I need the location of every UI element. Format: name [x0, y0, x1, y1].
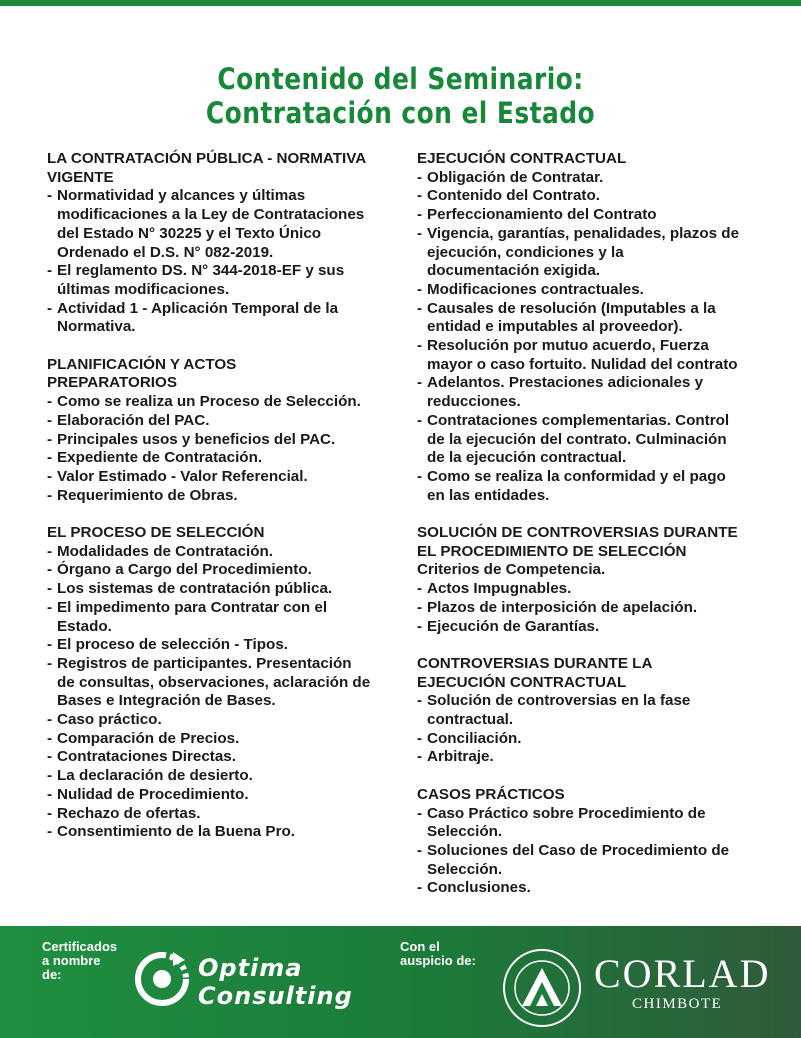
list-item-line: entidad e imputables al proveedor).: [427, 318, 683, 336]
dash-bullet-icon: -: [47, 823, 53, 841]
dash-bullet-icon: -: [47, 411, 53, 429]
content-section: [47, 524, 407, 842]
list-item: [47, 561, 407, 580]
list-item: [47, 580, 407, 599]
list-item-line: Solución de controversias en la fase: [427, 692, 691, 710]
list-item-line: en las entidades.: [427, 486, 550, 504]
list-item: [47, 393, 407, 412]
list-item: [47, 262, 407, 299]
topic-list: [417, 692, 777, 767]
section-heading: LA CONTRATACIÓN PÚBLICA - NORMATIVA: [47, 150, 367, 167]
dash-bullet-icon: -: [47, 187, 53, 205]
section-heading: EL PROCESO DE SELECCIÓN: [47, 524, 265, 542]
dash-bullet-icon: -: [47, 299, 53, 317]
dash-bullet-icon: -: [417, 280, 423, 298]
list-item-line: Conclusiones.: [427, 879, 531, 897]
dash-bullet-icon: -: [47, 393, 53, 411]
list-item: [417, 468, 777, 505]
certificates-label: [42, 940, 122, 982]
section-heading: CONTROVERSIAS DURANTE LA: [417, 654, 653, 672]
right-column: [417, 150, 777, 917]
list-item-line: Registros de participantes. Presentación: [57, 654, 352, 672]
content-section: [47, 150, 407, 337]
dash-bullet-icon: -: [47, 729, 53, 747]
topic-list: [47, 393, 407, 505]
list-item-line: Rechazo de ofertas.: [57, 804, 201, 822]
certificates-label-line: a nombre: [42, 953, 101, 968]
list-item-line: Elaboración del PAC.: [57, 411, 210, 429]
sponsor-label-line: auspicio de:: [400, 953, 476, 968]
list-item-line: Como se realiza la conformidad y el pago: [427, 467, 726, 485]
list-item-line: Nulidad de Procedimiento.: [57, 785, 249, 803]
list-item: [417, 169, 777, 188]
dash-bullet-icon: -: [47, 748, 53, 766]
list-item-line: modificaciones a la Ley de Contrataciones: [57, 206, 365, 224]
list-item-line: Adelantos. Prestaciones adicionales y: [427, 374, 704, 392]
list-item: [417, 730, 777, 749]
list-item-line: Plazos de interposición de apelación.: [427, 598, 698, 616]
corlad-city: CHIMBOTE: [632, 996, 723, 1012]
dash-bullet-icon: -: [47, 580, 53, 598]
left-column: [47, 150, 407, 861]
list-item-line: Órgano a Cargo del Procedimiento.: [57, 561, 312, 579]
dash-bullet-icon: -: [417, 168, 423, 186]
list-item-line: Bases e Integración de Bases.: [57, 692, 276, 710]
dash-bullet-icon: -: [417, 224, 423, 242]
dash-bullet-icon: -: [417, 617, 423, 635]
list-item-line: Estado.: [57, 617, 112, 635]
dash-bullet-icon: -: [417, 374, 423, 392]
list-item-line: Expediente de Contratación.: [57, 449, 263, 467]
page-title: [56, 62, 745, 130]
list-item-line: El proceso de selección - Tipos.: [57, 636, 288, 654]
list-item-line: Obligación de Contratar.: [427, 168, 604, 186]
list-item: [47, 300, 407, 337]
dash-bullet-icon: -: [417, 467, 423, 485]
list-item-line: Caso práctico.: [57, 711, 162, 729]
optima-logo-icon: [133, 950, 191, 1008]
list-item: [47, 431, 407, 450]
list-item-line: mayor o caso fortuito. Nulidad del contrato: [427, 355, 738, 373]
section-heading: EL PROCEDIMIENTO DE SELECCIÓN: [417, 542, 687, 560]
optima-consulting-logo: [198, 954, 353, 1010]
list-item-line: Comparación de Precios.: [57, 729, 240, 747]
list-item: [417, 374, 777, 411]
topic-list: [417, 169, 777, 506]
list-item: [417, 618, 777, 637]
list-item: [47, 599, 407, 636]
dash-bullet-icon: -: [47, 542, 53, 560]
list-item-line: Normativa.: [57, 318, 136, 336]
list-item-line: El impedimento para Contratar con el: [57, 598, 328, 616]
content-section: [417, 150, 777, 505]
dash-bullet-icon: -: [417, 841, 423, 859]
list-item: [417, 281, 777, 300]
list-item: [47, 730, 407, 749]
list-item: [47, 412, 407, 431]
list-item: [47, 786, 407, 805]
list-item: [417, 842, 777, 879]
list-item-line: Resolución por mutuo acuerdo, Fuerza: [427, 337, 709, 355]
dash-bullet-icon: -: [47, 449, 53, 467]
list-item-line: Contrataciones Directas.: [57, 748, 236, 766]
list-item-line: últimas modificaciones.: [57, 280, 230, 298]
list-item: [47, 748, 407, 767]
topic-list: [417, 580, 777, 636]
dash-bullet-icon: -: [417, 729, 423, 747]
list-item: [47, 468, 407, 487]
consulting-word: Consulting: [198, 982, 353, 1010]
list-item: [417, 300, 777, 337]
list-item-line: Selección.: [427, 823, 503, 841]
list-item: [417, 805, 777, 842]
list-item-line: de la ejecución del contrato. Culminación: [427, 430, 727, 448]
list-item-line: Requerimiento de Obras.: [57, 486, 238, 504]
list-item-line: Selección.: [427, 860, 503, 878]
dash-bullet-icon: -: [47, 711, 53, 729]
list-item-line: de consultas, observaciones, aclaración de: [57, 673, 371, 691]
content-section: [417, 655, 777, 767]
list-item-line: El reglamento DS. N° 344-2018-EF y sus: [57, 262, 345, 280]
dash-bullet-icon: -: [47, 486, 53, 504]
list-item: [47, 449, 407, 468]
list-item-line: Contenido del Contrato.: [427, 187, 600, 205]
dash-bullet-icon: -: [417, 879, 423, 897]
dash-bullet-icon: -: [417, 804, 423, 822]
list-item-line: La declaración de desierto.: [57, 767, 253, 785]
section-heading: PLANIFICACIÓN Y ACTOS: [47, 355, 237, 373]
list-item: [417, 225, 777, 281]
corlad-seal-icon: [500, 946, 584, 1030]
content-section: [417, 524, 777, 636]
title-line-2: Contratación con el Estado: [205, 96, 596, 130]
dash-bullet-icon: -: [47, 430, 53, 448]
topic-list: [417, 805, 777, 899]
list-item-line: de la ejecución contractual.: [427, 449, 627, 467]
list-item-line: Como se realiza un Proceso de Selección.: [57, 393, 361, 411]
list-item: [417, 187, 777, 206]
list-item: [47, 655, 407, 711]
list-item-line: reducciones.: [427, 393, 521, 411]
list-item-line: contractual.: [427, 711, 514, 729]
dash-bullet-icon: -: [417, 598, 423, 616]
dash-bullet-icon: -: [417, 748, 423, 766]
dash-bullet-icon: -: [417, 692, 423, 710]
list-item: [417, 599, 777, 618]
list-item-line: Principales usos y beneficios del PAC.: [57, 430, 336, 448]
certificates-label-line: Certificados: [42, 939, 118, 954]
list-item: [417, 879, 777, 898]
sponsor-label-line: Con el: [400, 939, 440, 954]
list-item-line: Los sistemas de contratación pública.: [57, 580, 333, 598]
list-item: [47, 636, 407, 655]
dash-bullet-icon: -: [417, 206, 423, 224]
list-item: [417, 412, 777, 468]
section-heading: EJECUCIÓN CONTRACTUAL: [417, 150, 627, 167]
list-item: [47, 711, 407, 730]
list-item-line: Modificaciones contractuales.: [427, 280, 644, 298]
list-item: [47, 487, 407, 506]
section-heading: CASOS PRÁCTICOS: [417, 785, 565, 803]
dash-bullet-icon: -: [47, 767, 53, 785]
dash-bullet-icon: -: [47, 654, 53, 672]
optima-word: Optima: [198, 954, 303, 982]
title-line-1: Contenido del Seminario:: [217, 62, 584, 96]
list-item: [47, 805, 407, 824]
dash-bullet-icon: -: [47, 467, 53, 485]
list-item-line: Conciliación.: [427, 729, 522, 747]
content-section: [47, 356, 407, 506]
footer-banner: [0, 926, 801, 1038]
list-item: [417, 748, 777, 767]
sponsor-label: [400, 940, 490, 968]
list-item-line: Actos Impugnables.: [427, 580, 572, 598]
list-item-line: Causales de resolución (Imputables a la: [427, 299, 716, 317]
dash-bullet-icon: -: [417, 299, 423, 317]
dash-bullet-icon: -: [47, 598, 53, 616]
list-item: [47, 767, 407, 786]
dash-bullet-icon: -: [47, 636, 53, 654]
dash-bullet-icon: -: [417, 411, 423, 429]
certificates-label-line: de:: [42, 967, 62, 982]
section-heading: EJECUCIÓN CONTRACTUAL: [417, 673, 627, 691]
content-section: [417, 786, 777, 898]
dash-bullet-icon: -: [417, 580, 423, 598]
list-item: [417, 692, 777, 729]
section-heading: VIGENTE: [47, 168, 114, 186]
corlad-name: CORLAD: [594, 951, 771, 996]
list-item: [417, 206, 777, 225]
dash-bullet-icon: -: [417, 337, 423, 355]
section-heading: PREPARATORIOS: [47, 374, 177, 392]
list-item: [417, 580, 777, 599]
list-item-line: Ejecución de Garantías.: [427, 617, 600, 635]
top-accent-bar: [0, 0, 801, 6]
list-item-line: Contrataciones complementarias. Control: [427, 411, 730, 429]
dash-bullet-icon: -: [47, 262, 53, 280]
list-item-line: Valor Estimado - Valor Referencial.: [57, 467, 308, 485]
list-item: [47, 823, 407, 842]
list-item-line: Normatividad y alcances y últimas: [57, 187, 306, 205]
list-item-line: Arbitraje.: [427, 748, 494, 766]
list-item: [47, 543, 407, 562]
list-item-line: documentación exigida.: [427, 262, 601, 280]
section-heading: SOLUCIÓN DE CONTROVERSIAS DURANTE: [417, 524, 738, 542]
list-item: [47, 187, 407, 262]
topic-list: [47, 187, 407, 337]
list-item-line: Consentimiento de la Buena Pro.: [57, 823, 295, 841]
list-item-line: Vigencia, garantías, penalidades, plazos de: [427, 224, 740, 242]
list-item-line: Modalidades de Contratación.: [57, 542, 274, 560]
dash-bullet-icon: -: [47, 804, 53, 822]
topic-list: [47, 543, 407, 842]
dash-bullet-icon: -: [417, 187, 423, 205]
list-item-line: ejecución, condiciones y la: [427, 243, 624, 261]
dash-bullet-icon: -: [47, 561, 53, 579]
list-item-line: Soluciones del Caso de Procedimiento de: [427, 841, 730, 859]
list-item-line: Perfeccionamiento del Contrato: [427, 206, 657, 224]
list-item-line: Ordenado el D.S. N° 082-2019.: [57, 243, 274, 261]
list-item-line: Caso Práctico sobre Procedimiento de: [427, 804, 706, 822]
dash-bullet-icon: -: [47, 785, 53, 803]
list-item-line: Actividad 1 - Aplicación Temporal de la: [57, 299, 339, 317]
list-item: [417, 337, 777, 374]
section-subline: Criterios de Competencia.: [417, 561, 606, 579]
list-item-line: del Estado N° 30225 y el Texto Único: [57, 224, 322, 242]
